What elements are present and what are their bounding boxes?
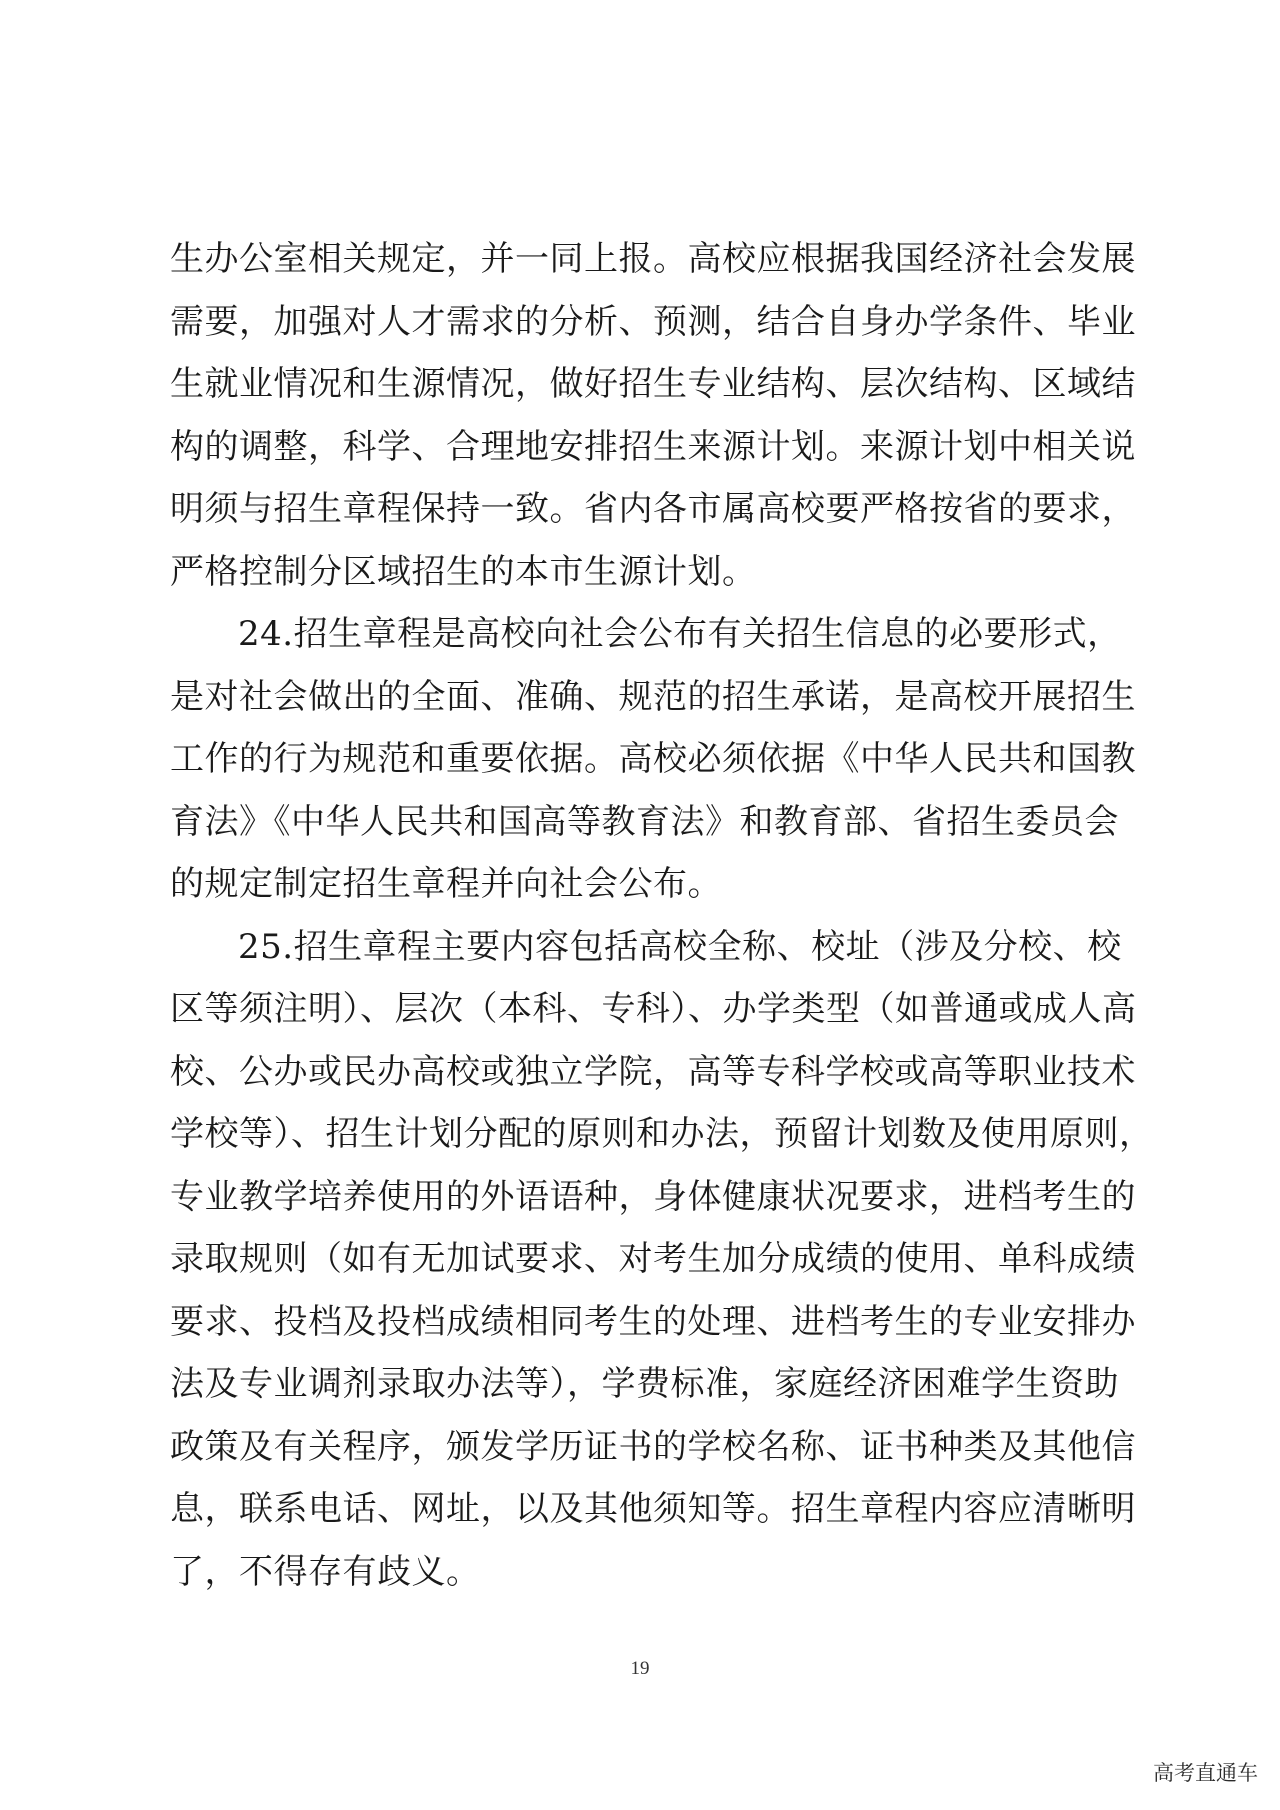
text-line: 要求、投档及投档成绩相同考生的处理、进档考生的专业安排办 [170,1301,1136,1342]
body-text [170,228,1154,1603]
text-line: 明须与招生章程保持一致。省内各市属高校要严格按省的要求， [170,489,1136,529]
text-line: 生办公室相关规定，并一同上报。高校应根据我国经济社会发展 [170,239,1136,279]
text-line: 严格控制分区域招生的本市生源计划。 [170,551,757,592]
text-line: 录取规则（如有无加试要求、对考生加分成绩的使用、单科成绩 [170,1239,1136,1279]
page-number: 19 [630,1658,650,1679]
watermark: 高考直通车 [1153,1761,1258,1785]
text-line: 是对社会做出的全面、准确、规范的招生承诺，是高校开展招生 [170,676,1136,717]
text-line: 了，不得存有歧义。 [170,1551,481,1592]
text-line: 法及专业调剂录取办法等），学费标准，家庭经济困难学生资助 [170,1364,1119,1404]
text-line: 息，联系电话、网址，以及其他须知等。招生章程内容应清晰明 [170,1489,1136,1529]
text-line: 的规定制定招生章程并向社会公布。 [170,864,722,904]
text-line: 生就业情况和生源情况，做好招生专业结构、层次结构、区域结 [170,364,1136,404]
text-line: 专业教学培养使用的外语语种，身体健康状况要求，进档考生的 [170,1176,1136,1217]
text-line: 学校等）、招生计划分配的原则和办法，预留计划数及使用原则， [170,1114,1154,1154]
text-line: 构的调整，科学、合理地安排招生来源计划。来源计划中相关说 [170,426,1136,467]
text-line: 区等须注明）、层次（本科、专科）、办学类型（如普通或成人高 [170,989,1137,1029]
text-line: 校、公办或民办高校或独立学院，高等专科学校或高等职业技术 [170,1051,1136,1092]
text-line: 24.招生章程是高校向社会公布有关招生信息的必要形式， [238,614,1122,654]
text-line: 育法》《中华人民共和国高等教育法》和教育部、省招生委员会 [170,801,1119,842]
text-line: 工作的行为规范和重要依据。高校必须依据《中华人民共和国教 [170,739,1136,779]
text-line: 25.招生章程主要内容包括高校全称、校址（涉及分校、校 [238,926,1122,967]
text-line: 需要，加强对人才需求的分析、预测，结合自身办学条件、毕业 [170,301,1136,342]
text-line: 政策及有关程序，颁发学历证书的学校名称、证书种类及其他信 [170,1426,1136,1467]
